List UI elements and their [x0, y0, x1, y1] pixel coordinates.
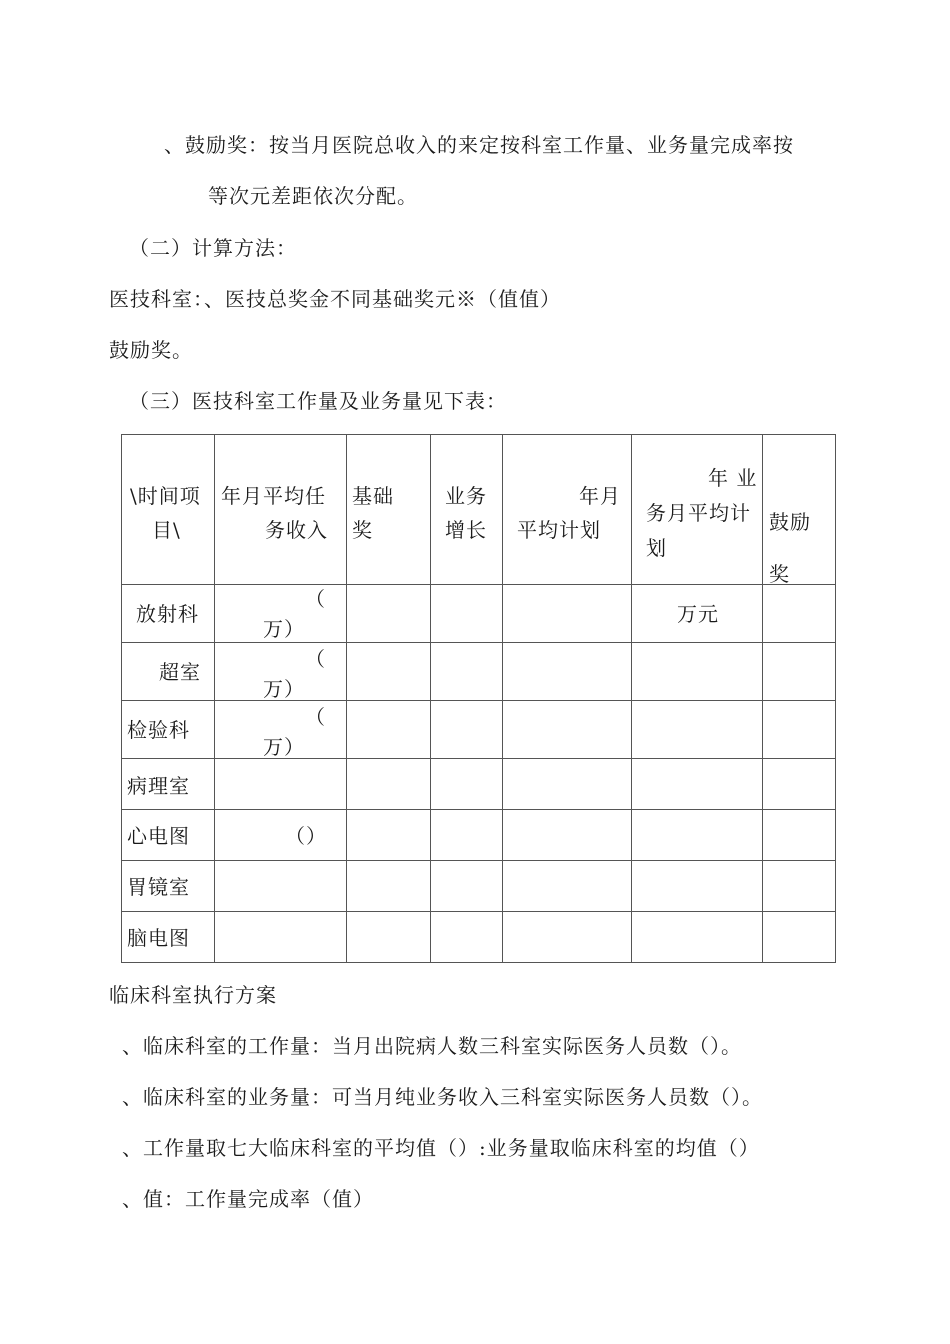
income-cell: （ 万） — [215, 701, 347, 759]
plan-cell — [503, 861, 632, 912]
dept-name-cell: 超室 — [122, 643, 215, 701]
income-cell: （ 万） — [215, 585, 347, 643]
incentive-cell — [763, 585, 836, 643]
incentive-cell — [763, 810, 836, 861]
header-time-item: \时间项 目\ — [122, 435, 215, 585]
plan-cell — [503, 701, 632, 759]
paragraph-workload-average: 、工作量取七大临床科室的平均值（）:业务量取临床科室的均值（） — [122, 1136, 760, 1160]
base-award-cell — [347, 585, 431, 643]
header-business-growth: 业务 增长 — [431, 435, 503, 585]
growth-cell — [431, 861, 503, 912]
base-award-cell — [347, 912, 431, 963]
growth-cell — [431, 759, 503, 810]
base-award-cell — [347, 701, 431, 759]
dept-name-cell: 脑电图 — [122, 912, 215, 963]
plan-cell — [503, 643, 632, 701]
growth-cell — [431, 585, 503, 643]
incentive-cell — [763, 861, 836, 912]
business-plan-cell — [632, 810, 763, 861]
paragraph-clinical-business: 、临床科室的业务量：可当月纯业务收入三科室实际医务人员数（）。 — [122, 1085, 763, 1109]
business-plan-cell: 万元 — [632, 585, 763, 643]
header-business-monthly-plan: 年 业 务月平均计 划 — [632, 435, 763, 585]
paragraph-medtech-dept: 医技科室：、医技总奖金不同基础奖元※（值值） — [109, 287, 561, 311]
header-avg-task-income: 年月平均任 务收入 — [215, 435, 347, 585]
income-cell — [215, 861, 347, 912]
plan-cell — [503, 810, 632, 861]
growth-cell — [431, 912, 503, 963]
dept-name-cell: 病理室 — [122, 759, 215, 810]
medtech-workload-table — [121, 434, 836, 963]
incentive-cell — [763, 643, 836, 701]
income-cell — [215, 912, 347, 963]
table-row — [122, 912, 836, 963]
table-row — [122, 810, 836, 861]
business-plan-cell — [632, 861, 763, 912]
dept-name-cell: 心电图 — [122, 810, 215, 861]
plan-cell — [503, 912, 632, 963]
heading-clinical-plan: 临床科室执行方案 — [109, 983, 277, 1007]
incentive-cell — [763, 701, 836, 759]
base-award-cell — [347, 643, 431, 701]
heading-table-intro: （三）医技科室工作量及业务量见下表： — [129, 389, 507, 413]
paragraph-completion-rate: 、值：工作量完成率（值） — [122, 1187, 374, 1211]
table-row — [122, 861, 836, 912]
paragraph-clinical-workload: 、临床科室的工作量：当月出院病人数三科室实际医务人员数（）。 — [122, 1034, 742, 1058]
plan-cell — [503, 585, 632, 643]
business-plan-cell — [632, 759, 763, 810]
header-incentive-award: 鼓励 奖 — [763, 435, 836, 585]
base-award-cell — [347, 861, 431, 912]
paragraph-incentive-line1: 、鼓励奖：按当月医院总收入的来定按科室工作量、业务量完成率按 — [164, 133, 794, 157]
dept-name-cell: 放射科 — [122, 585, 215, 643]
business-plan-cell — [632, 701, 763, 759]
header-monthly-avg-plan: 年月 平均计划 — [503, 435, 632, 585]
growth-cell — [431, 643, 503, 701]
header-base-award: 基础 奖 — [347, 435, 431, 585]
base-award-cell — [347, 810, 431, 861]
business-plan-cell — [632, 643, 763, 701]
dept-name-cell: 胃镜室 — [122, 861, 215, 912]
table-row — [122, 759, 836, 810]
income-cell: （ 万） — [215, 643, 347, 701]
paragraph-incentive-line2: 等次元差距依次分配。 — [208, 184, 418, 208]
incentive-cell — [763, 759, 836, 810]
income-cell — [215, 759, 347, 810]
dept-name-cell: 检验科 — [122, 701, 215, 759]
table-row — [122, 701, 836, 759]
plan-cell — [503, 759, 632, 810]
growth-cell — [431, 810, 503, 861]
base-award-cell — [347, 759, 431, 810]
heading-calculation-method: （二）计算方法： — [129, 236, 297, 260]
table-header-row — [122, 435, 836, 585]
table-row — [122, 643, 836, 701]
growth-cell — [431, 701, 503, 759]
paragraph-incentive-award: 鼓励奖。 — [109, 338, 193, 362]
business-plan-cell — [632, 912, 763, 963]
incentive-cell — [763, 912, 836, 963]
table-row — [122, 585, 836, 643]
income-cell: （） — [215, 810, 347, 861]
